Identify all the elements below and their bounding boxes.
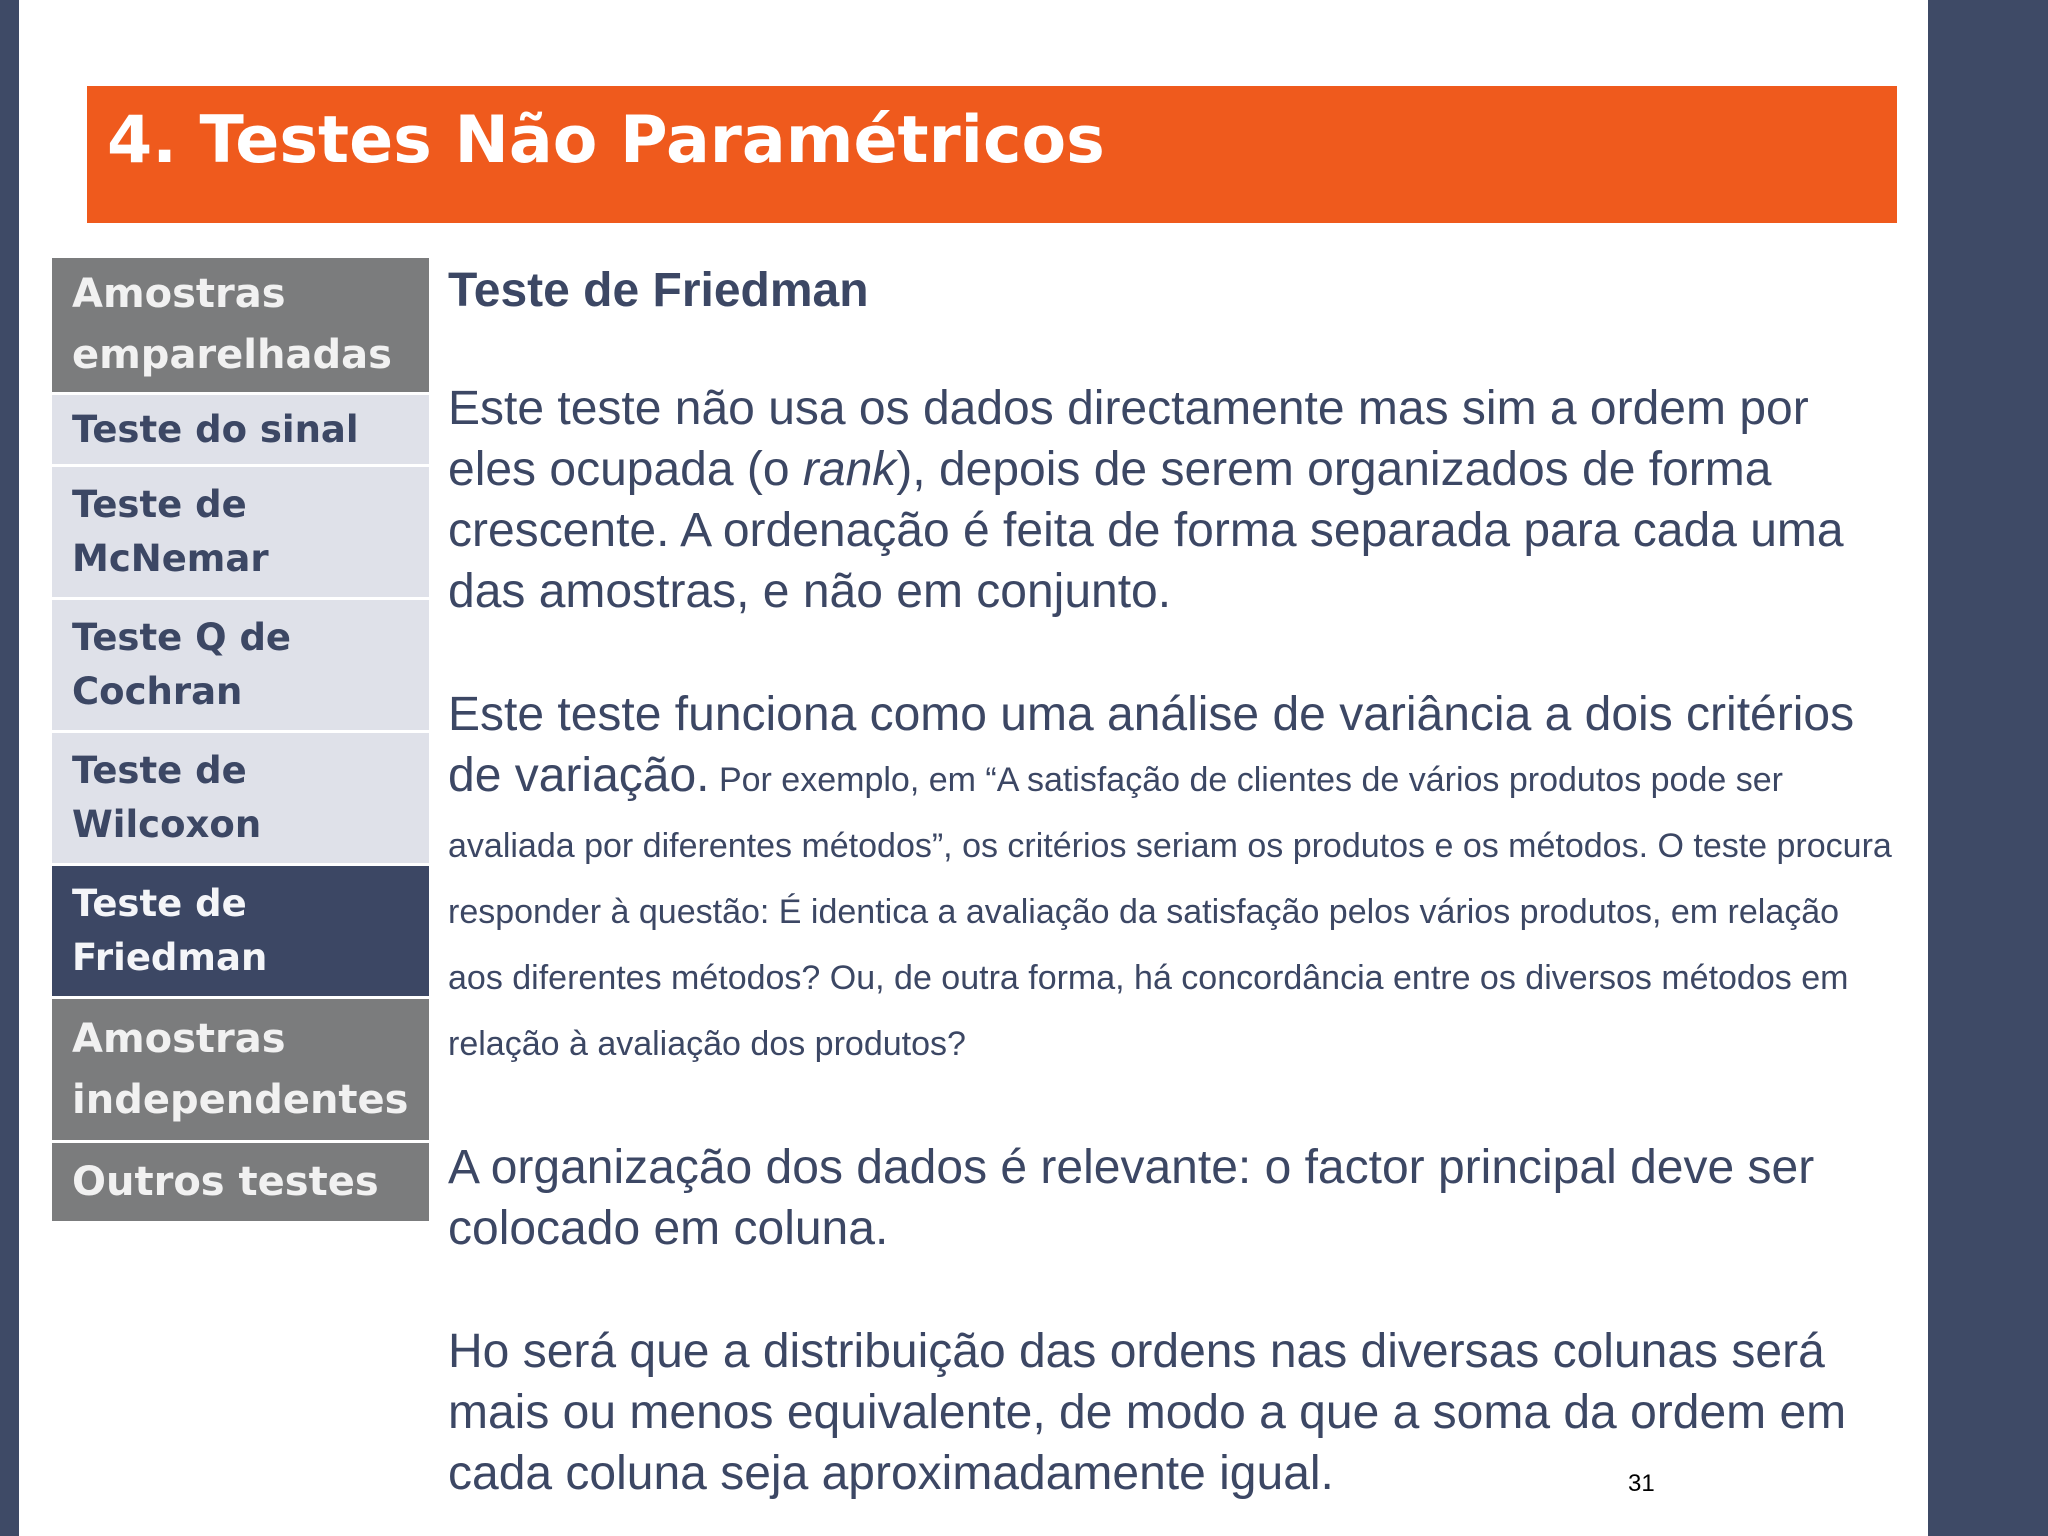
slide-body bbox=[448, 262, 1898, 1504]
title-bar bbox=[87, 86, 1897, 223]
nav-item-label: Teste de Wilcoxon bbox=[72, 749, 262, 846]
nav-item-label: Teste do sinal bbox=[72, 407, 359, 451]
nav-section-other-tests[interactable] bbox=[52, 1143, 429, 1224]
nav-item-wilcoxon[interactable] bbox=[52, 733, 429, 866]
paragraph-rank bbox=[448, 378, 1898, 622]
paragraph-organization: A organização dos dados é relevante: o factor principal deve ser colocado em coluna. bbox=[448, 1140, 1815, 1255]
slide bbox=[19, 0, 1928, 1536]
paragraph-null-hypothesis: Ho será que a distribuição das ordens nas diversas colunas será mais ou menos equivalente, de modo a que a soma da ordem em cada coluna seja aproximadamente igual. bbox=[448, 1324, 1847, 1500]
topic-navigation bbox=[52, 258, 429, 1224]
page-number: 31 bbox=[1628, 1470, 1655, 1497]
rank-term: rank bbox=[802, 442, 897, 496]
slide-title: 4. Testes Não Paramétricos bbox=[107, 103, 1105, 178]
nav-item-mcnemar[interactable] bbox=[52, 467, 429, 600]
nav-section-label: Amostras independentes bbox=[72, 1015, 409, 1123]
nav-section-independent-samples[interactable] bbox=[52, 999, 429, 1143]
paragraph-variance-lead: Este teste funciona como uma análise de variância a dois critérios de variação. bbox=[448, 687, 1855, 802]
nav-item-label: Teste Q de Cochran bbox=[72, 616, 292, 713]
nav-item-sign-test[interactable] bbox=[52, 395, 429, 467]
nav-section-label: Outros testes bbox=[72, 1158, 379, 1205]
paragraph-variance bbox=[448, 684, 1898, 1075]
nav-item-label: Teste de Friedman bbox=[72, 882, 268, 979]
nav-item-friedman-active[interactable] bbox=[52, 866, 429, 999]
nav-section-paired-samples[interactable] bbox=[52, 258, 429, 395]
nav-section-label: Amostras emparelhadas bbox=[72, 271, 392, 378]
content-heading: Teste de Friedman bbox=[448, 264, 869, 317]
paragraph-rank-text-a: Este teste não usa os dados directamente mas sim a ordem por eles ocupada (o bbox=[448, 381, 1809, 496]
nav-item-label: Teste de McNemar bbox=[72, 483, 269, 580]
paragraph-variance-example: Por exemplo, em “A satisfação de clientes de vários produtos pode ser avaliada por diferentes métodos”, os critérios seriam os produtos e os métodos. O teste procura responder à questão: É identica a avaliação da satisfação pelos vários produtos, em relação aos diferentes métodos? Ou, de outra forma, há concordância entre os diversos métodos em relação à avaliação dos produtos? bbox=[448, 760, 1892, 1063]
paragraph-rank-text-b: ), depois de serem organizados de forma crescente. A ordenação é feita de forma separada para cada uma das amostras, e não em conjunto. bbox=[448, 442, 1844, 618]
nav-item-cochran-q[interactable] bbox=[52, 600, 429, 733]
